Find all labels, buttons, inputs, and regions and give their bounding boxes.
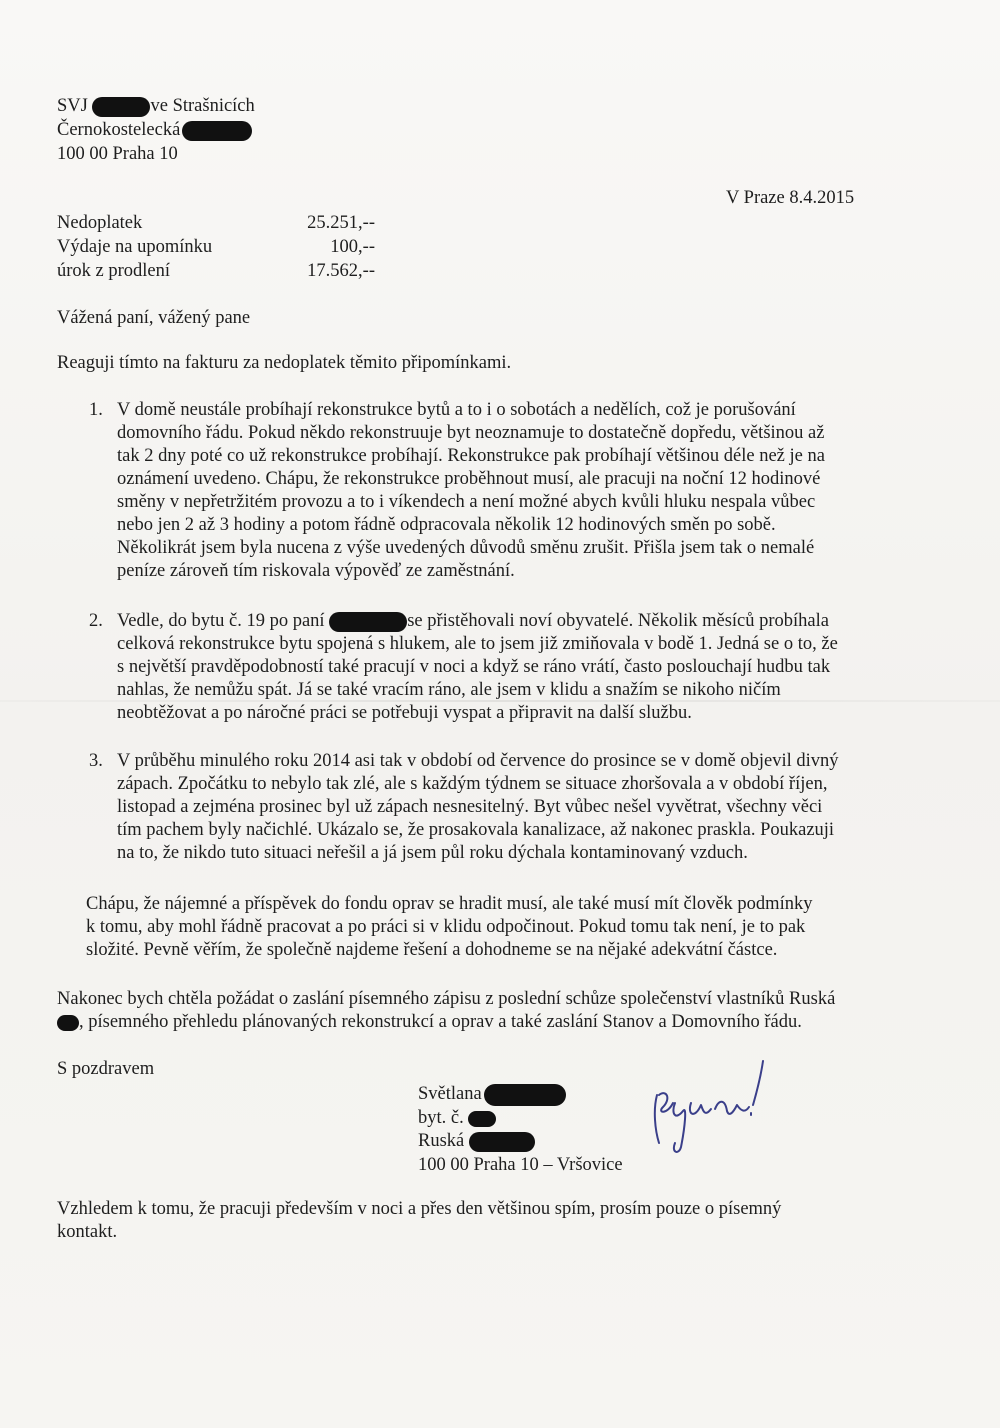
- text-line: peníze zároveň tím riskovala výpověď ze zaměstnání.: [117, 561, 515, 581]
- text-line: oznámení uvedeno. Chápu, že rekonstrukce proběhnout musí, ale pracuji na noční 12 hodinové: [117, 469, 821, 489]
- intro-text: Reaguji tímto na fakturu za nedoplatek těmito připomínkami.: [57, 353, 512, 373]
- sender-street: Černokostelecká: [57, 120, 181, 140]
- signature-city: 100 00 Praha 10 – Vršovice: [418, 1155, 623, 1175]
- text-fragment: Vedle, do bytu č. 19 po paní: [117, 611, 325, 631]
- amount-label: úrok z prodlení: [57, 261, 171, 281]
- text-line: V průběhu minulého roku 2014 asi tak v období od července do prosince se v domě objevil divný: [117, 751, 839, 771]
- text-line: zápach. Zpočátku to nebylo tak zlé, ale s každým týdnem se situace zhoršovala a v období říjen,: [117, 774, 828, 794]
- sender-line-2: [57, 118, 252, 142]
- text-line: nahlas, že nemůžu spát. Já se také vracím ráno, ale jsem v klidu a snažím se nikoho ničím: [117, 680, 781, 700]
- redaction: [469, 1132, 535, 1152]
- signature-flat: byt. č.: [418, 1108, 464, 1128]
- text-line: domovního řádu. Pokud někdo rekonstruuje byt neoznamuje to dostatečně dopředu, většinou až: [117, 423, 825, 443]
- text-line: Vzhledem k tomu, že pracuji především v noci a přes den většinou spím, prosím pouze o písemný: [57, 1199, 782, 1219]
- amount-value: 25.251,--: [307, 213, 375, 233]
- point-2-text: [117, 610, 838, 725]
- sender-line-1: [57, 94, 255, 118]
- signature-street-line: [418, 1129, 535, 1153]
- text-fragment: se přistěhovali noví obyvatelé. Několik měsíců probíhala: [407, 611, 829, 631]
- text-line: složité. Pevně věřím, že společně najdeme řešení a dohodneme se na nějaké adekvátní částce.: [86, 940, 778, 960]
- letter-date: V Praze 8.4.2015: [726, 188, 855, 208]
- signature-street: Ruská: [418, 1131, 465, 1151]
- redaction: [92, 97, 150, 117]
- point-number: 3.: [89, 751, 103, 771]
- text-line: [117, 610, 838, 633]
- request-paragraph: [57, 988, 835, 1034]
- text-line: [57, 1011, 835, 1034]
- point-number: 2.: [89, 611, 103, 631]
- text-line: na to, že nikdo tuto situaci neřešil a já jsem půl roku dýchala kontaminovaný vzduch.: [117, 843, 748, 863]
- text-line: Chápu, že nájemné a příspěvek do fondu oprav se hradit musí, ale také musí mít člověk podmínky: [86, 894, 813, 914]
- amount-label: Nedoplatek: [57, 213, 143, 233]
- sender-city: 100 00 Praha 10: [57, 144, 178, 164]
- text-line: tak 2 dny poté co už rekonstrukce probíhají. Rekonstrukce pak probíhají většinou déle než je na: [117, 446, 825, 466]
- signature-name: Světlana: [418, 1084, 482, 1104]
- point-1-text: [117, 399, 825, 583]
- text-line: celková rekonstrukce bytu spojená s hlukem, ale to jsem již zmiňovala v bodě 1. Jedná se o to, že: [117, 634, 838, 654]
- signature-name-line: [418, 1082, 566, 1106]
- redaction: [182, 121, 252, 141]
- greeting: Vážená paní, vážený pane: [57, 308, 251, 328]
- text-line: s největší pravděpodobností také pracují v noci a když se ráno vrátí, často poslouchají hudbu tak: [117, 657, 831, 677]
- sender-org: SVJ: [57, 96, 88, 116]
- sender-place: ve Strašnicích: [150, 96, 255, 116]
- amount-label: Výdaje na upomínku: [57, 237, 213, 257]
- text-line: listopad a zejména prosinec byl už zápach nesnesitelný. Byt vůbec nešel vyvětrat, všechny věci: [117, 797, 823, 817]
- signature-flat-line: [418, 1106, 496, 1130]
- text-fragment: , písemného přehledu plánovaných rekonstrukcí a oprav a také zaslání Stanov a Domovního řádu.: [79, 1012, 802, 1032]
- text-line: Nakonec bych chtěla požádat o zaslání písemného zápisu z poslední schůze společenství vlastníků Ruská: [57, 989, 836, 1009]
- redaction: [57, 1015, 79, 1031]
- postscript: [57, 1198, 781, 1244]
- redaction: [329, 612, 407, 632]
- text-line: tím pachem byly načichlé. Ukázalo se, že prosakovala kanalizace, až nakonec praskla. Poukazuji: [117, 820, 835, 840]
- closing-paragraph: [86, 893, 812, 962]
- amount-value: 100,--: [330, 237, 375, 257]
- redaction: [484, 1084, 566, 1106]
- text-line: neobtěžovat a po náročné práci se potřebuji vyspat a připravit na další službu.: [117, 703, 692, 723]
- farewell: S pozdravem: [57, 1059, 155, 1079]
- point-number: 1.: [89, 400, 103, 420]
- amount-value: 17.562,--: [307, 261, 375, 281]
- point-3-text: [117, 750, 839, 865]
- text-line: k tomu, aby mohl řádně pracovat a po práci si v klidu odpočinout. Pokud tomu tak není, je to pak: [86, 917, 806, 937]
- text-line: Několikrát jsem byla nucena z výše uvedených důvodů směnu zrušit. Přišla jsem tak o nemalé: [117, 538, 815, 558]
- text-line: směny v nepřetržitém provozu a to i víkendech a není možné abych kvůli hluku nespala vůbec: [117, 492, 816, 512]
- text-line: kontakt.: [57, 1222, 118, 1242]
- redaction: [468, 1111, 496, 1127]
- text-line: nebo jen 2 až 3 hodiny a potom řádně odpracovala několik 12 hodinových směn po sobě.: [117, 515, 776, 535]
- handwritten-signature: [645, 1055, 785, 1165]
- text-line: V domě neustále probíhají rekonstrukce bytů a to i o sobotách a nedělích, což je porušování: [117, 400, 796, 420]
